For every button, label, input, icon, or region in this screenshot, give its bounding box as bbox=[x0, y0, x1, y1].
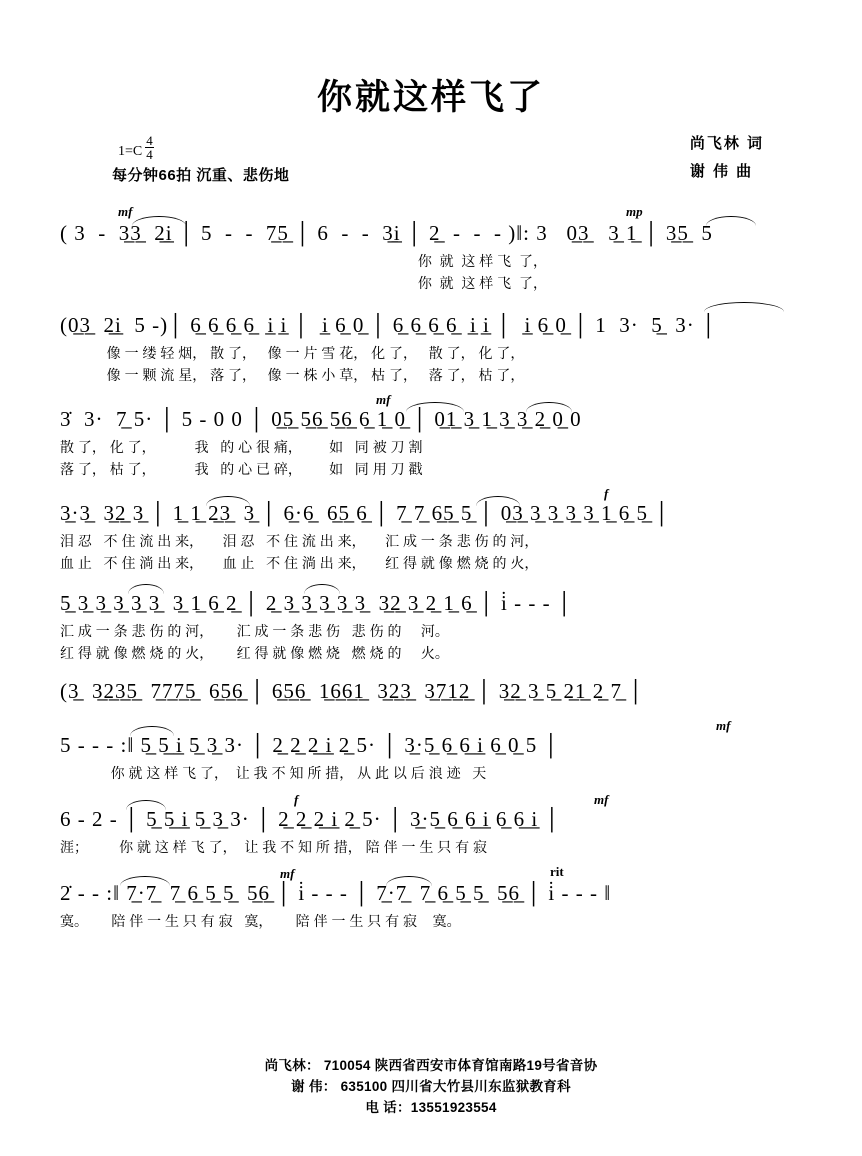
time-signature-numerator: 4 bbox=[146, 133, 153, 148]
notation-line: 2̇ - - :‖ 7̲·7̲ 7̲ 6̲ 5̲ 5̲ 5̲6̲ │ i̇ - - - │ 7̲·7̲ 7̲ 6̲ 5̲ 5̲ 5̲6̲ │ i̇ - - - ‖ bbox=[60, 881, 612, 905]
music-system bbox=[56, 790, 806, 858]
lyric-line: 你 就 这 样 飞 了， bbox=[60, 275, 547, 291]
key-label: 1=C bbox=[118, 144, 143, 159]
dynamic-mark: mf bbox=[118, 204, 133, 219]
footer-line: 谢 伟： 635100 四川省大竹县川东监狱教育科 bbox=[291, 1079, 571, 1094]
dynamic-mark: mp bbox=[626, 204, 643, 219]
dynamic-mark: mf bbox=[594, 792, 609, 807]
time-signature bbox=[145, 134, 154, 161]
footer-contact bbox=[0, 1055, 862, 1118]
time-signature-denominator: 4 bbox=[146, 147, 153, 162]
lyric-line: 像 一 缕 轻 烟， 散 了， 像 一 片 雪 花， 化 了， 散 了， 化 了， bbox=[60, 345, 525, 361]
music-system bbox=[56, 390, 806, 480]
lyric-line: 血 止 不 住 淌 出 来， 血 止 不 住 淌 出 来， 红 得 就 像 燃 烧 的 火， bbox=[60, 555, 539, 571]
notation-line: 6 - 2 - │ 5̲ 5̲ i̲ 5̲ 3̲ 3· │ 2̲ 2̲ 2̲ i̲ 2̲ 5· │ 3̲·5̲ 6̲ 6̲ i̲ 6̲ 6̲ i̲ │ bbox=[60, 807, 561, 831]
notation-line: ( 3 - 3̲3̲ 2̲i̲ │ 5 - - 7̲5̲ │ 6 - - 3̲i̲ │ 2̲ - - - )‖: 3 0̲3̲ 3̲ 1̲ │ 3̲5̲ 5 bbox=[60, 221, 713, 245]
music-system bbox=[56, 578, 806, 664]
music-system bbox=[56, 670, 806, 708]
header-meta bbox=[56, 128, 806, 202]
dynamic-mark: mf bbox=[376, 392, 391, 407]
music-system bbox=[56, 204, 806, 294]
lyric-line: 落 了， 枯 了， 我 的 心 已 碎， 如 同 用 刀 戳 bbox=[60, 461, 423, 477]
lyric-line: 你 就 这 样 飞 了， 让 我 不 知 所 措， 从 此 以 后 浪 迹 天 bbox=[60, 765, 487, 781]
lyric-line: 你 就 这 样 飞 了， bbox=[60, 253, 547, 269]
page-title: 你就这样飞了 bbox=[316, 78, 545, 117]
notation-line: 3̇ 3· 7̲ 5· │ 5 - 0 0 │ 0̲5̲ 5̲6̲ 5̲6̲ 6̲ 1̲ 0̲ │ 0̲1̲ 3̲ 1̲ 3̲ 3̲ 2̲ 0̲ 0 bbox=[60, 407, 582, 431]
lyric-line: 寞。 陪 伴 一 生 只 有 寂 寞， 陪 伴 一 生 只 有 寂 寞。 bbox=[60, 913, 461, 929]
music-body bbox=[56, 204, 806, 932]
footer-line: 电 话：13551923554 bbox=[365, 1100, 497, 1115]
footer-line: 尚飞林： 710054 陕西省西安市体育馆南路19号省音协 bbox=[264, 1058, 598, 1073]
dynamic-mark: mf bbox=[716, 718, 731, 733]
tempo-rit-mark: rit bbox=[550, 864, 564, 879]
dynamic-mark: f bbox=[294, 792, 299, 807]
notation-line: 5̲ 3̲ 3̲ 3̲ 3̲ 3̲ 3̲ 1̲ 6̲ 2̲ │ 2̲ 3̲ 3̲ 3̲ 3̲ 3̲ 3̲2̲ 3̲ 2̲ 1̲ 6̲ │ i̇ - - - │ bbox=[60, 591, 573, 615]
lyric-line: 像 一 颗 流 星， 落 了， 像 一 株 小 草， 枯 了， 落 了， 枯 了， bbox=[60, 367, 525, 383]
dynamic-mark: f bbox=[604, 486, 609, 501]
notation-line: 3̲·3̲ 3̲2̲ 3̲ │ 1̲ 1̲ 2̲3̲ 3̲ │ 6̲·6̲ 6̲5̲ 6̲ │ 7̲ 7̲ 6̲5̲ 5̲ │ 0̲3̲ 3̲ 3̲ 3̲ 3̲ 1̲ 6̲ 5̲ │ bbox=[60, 501, 671, 525]
music-system bbox=[56, 298, 806, 386]
lyric-line: 红 得 就 像 燃 烧 的 火， 红 得 就 像 燃 烧 燃 烧 的 火。 bbox=[60, 645, 449, 661]
key-signature bbox=[118, 134, 154, 161]
tempo-marking: 每分钟66拍 沉重、悲伤地 bbox=[112, 167, 290, 184]
credits bbox=[690, 130, 764, 186]
notation-line: (3̲ 3̲2̲3̲5̲ 7̲7̲7̲5̲ 6̲5̲6̲ │ 6̲5̲6̲ 1̲6̲6̲1̲ 3̲2̲3̲ 3̲7̲1̲2̲ │ 3̲2̲ 3̲ 5̲ 2̲1̲ 2̲ 7̲ │ bbox=[60, 679, 645, 703]
composer-credit: 谢 伟 曲 bbox=[689, 163, 754, 180]
lyricist-credit: 尚飞林 词 bbox=[689, 135, 764, 152]
music-system bbox=[56, 716, 806, 784]
dynamic-mark: mf bbox=[280, 866, 295, 881]
lyric-line: 泪 忍 不 住 流 出 来， 泪 忍 不 住 流 出 来， 汇 成 一 条 悲 伤 的 河， bbox=[60, 533, 539, 549]
lyric-line: 涯； 你 就 这 样 飞 了， 让 我 不 知 所 措， 陪 伴 一 生 只 有 寂 bbox=[60, 839, 488, 855]
lyric-line: 汇 成 一 条 悲 伤 的 河， 汇 成 一 条 悲 伤 悲 伤 的 河。 bbox=[60, 623, 449, 639]
lyric-line: 散 了， 化 了， 我 的 心 很 痛， 如 同 被 刀 割 bbox=[60, 439, 423, 455]
notation-line: 5 - - - :‖ 5̲ 5̲ i̲ 5̲ 3̲ 3· │ 2̲ 2̲ 2̲ i̲ 2̲ 5· │ 3̲·5̲ 6̲ 6̲ i̲ 6̲ 0̲ 5 │ bbox=[60, 733, 560, 757]
music-system bbox=[56, 484, 806, 574]
notation-line: (0̲3̲ 2̲i̲ 5 -)│ 6̲ 6̲ 6̲ 6̲ i̲ i̲ │ i̲ 6̲ 0̲ │ 6̲ 6̲ 6̲ 6̲ i̲ i̲ │ i̲ 6̲ 0̲ │ 1 3· 5̲ 3· │ bbox=[60, 313, 717, 337]
music-system bbox=[56, 864, 806, 932]
